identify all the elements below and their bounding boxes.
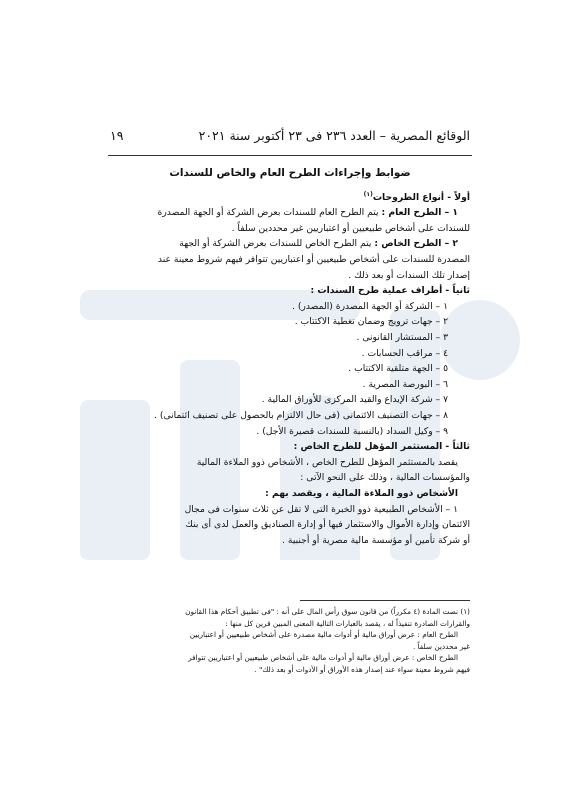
footnote-ref: (١) xyxy=(363,190,373,198)
document-title: ضوابط وإجراءات الطرح العام والخاص للسندات xyxy=(169,167,411,179)
paragraph-line: للسندات على أشخاص طبيعيين أو اعتباريين غير محددين سلفاً . xyxy=(231,222,470,234)
paragraph-line: ٢ – الطرح الخاص : يتم الطرح الخاص للسندات بعرض الشركة أو الجهة xyxy=(179,238,458,250)
section-heading: ثالثاً - المستثمر المؤهل للطرح الخاص : xyxy=(293,441,470,453)
list-item: ٩ – وكيل السداد (بالنسبة للسندات قصيرة الأجل) . xyxy=(256,425,448,437)
footnote-divider xyxy=(300,600,470,601)
paragraph-line: إصدار تلك السندات أو بعد ذلك . xyxy=(348,269,470,281)
page-header xyxy=(110,128,470,148)
footnote-line: غير محددين سلفاً . xyxy=(412,641,470,651)
paragraph-line: يقصد بالمستثمر المؤهل للطرح الخاص ، الأشخاص ذوو الملاءة المالية xyxy=(196,456,458,468)
header-divider xyxy=(108,155,472,156)
footnote-line: الطرح العام : عرض أوراق مالية أو أدوات مالية مصدرة على أشخاص طبيعيين أو اعتباريين xyxy=(189,630,458,640)
main-content xyxy=(110,166,470,548)
sub-heading: الأشخاص ذوو الملاءة المالية ، ويقصد بهم : xyxy=(265,487,458,499)
list-item: ٦ – البورصة المصرية . xyxy=(362,378,448,390)
list-item: ٥ – الجهة متلقية الاكتتاب . xyxy=(348,363,448,375)
paragraph-line: ١ – الأشخاص الطبيعية ذوو الخبرة التى لا تقل عن ثلاث سنوات فى مجال xyxy=(184,503,458,515)
paragraph-line: والمؤسسات المالية ، وذلك على النحو الآتى : xyxy=(300,472,470,484)
section-heading: أولاً - أنواع الطروحات$^{(١)}$ xyxy=(363,190,470,203)
paragraph-line: ١ – الطرح العام : يتم الطرح العام للسندات بعرض الشركة أو الجهة المصدرة xyxy=(157,207,458,219)
list-item: ٤ – مراقب الحسابات . xyxy=(361,347,448,359)
section-heading: ثانياً - أطراف عملية طرح السندات : xyxy=(310,285,470,297)
list-item: ٨ – جهات التصنيف الائتمانى (فى حال الالتزام بالحصول على تصنيف ائتمانى) . xyxy=(154,409,448,421)
publication-title: الوقائع المصرية – العدد ٢٣٦ فى ٢٣ أكتوبر سنة ٢٠٢١ xyxy=(198,128,470,143)
footnote xyxy=(110,606,470,676)
footnote-line: (١) نصت المادة (٤ مكرراً) من قانون سوق رأس المال على أنه : "فى تطبيق أحكام هذا القانون xyxy=(185,607,470,616)
page-number: ١٩ xyxy=(110,128,124,143)
paragraph-line: الائتمان وإدارة الأموال والاستثمار فيها أو إدارة الصناديق والعمل لدى أى بنك xyxy=(185,519,470,531)
footnote-line: فيهم شروط معينة سواء عند إصدار هذه الأوراق أو الأدوات أو بعد ذلك" . xyxy=(254,664,470,674)
footnote-line: والقرارات الصادرة تنفيذاً له ، يقصد بالعبارات التالية المعنى المبين قرين كل منها : xyxy=(225,618,470,628)
list-item: ٢ – جهات ترويج وضمان تغطية الاكتتاب . xyxy=(294,316,448,328)
paragraph-line: أو شركة تأمين أو مؤسسة مالية مصرية أو أجنبية . xyxy=(282,534,470,546)
list-item: ٣ – المستشار القانونى . xyxy=(356,332,448,343)
footnote-line: الطرح الخاص : عرض أوراق مالية أو أدوات مالية على أشخاص طبيعيين أو اعتباريين تتوافر xyxy=(188,653,458,663)
list-item: ١ – الشركة أو الجهة المصدرة (المصدر) . xyxy=(291,300,448,312)
paragraph-line: المصدرة للسندات على أشخاص طبيعيين أو اعتباريين تتوافر فيهم شروط معينة عند xyxy=(157,254,470,266)
list-item: ٧ – شركة الإيداع والقيد المركزى للأوراق المالية . xyxy=(261,394,448,406)
